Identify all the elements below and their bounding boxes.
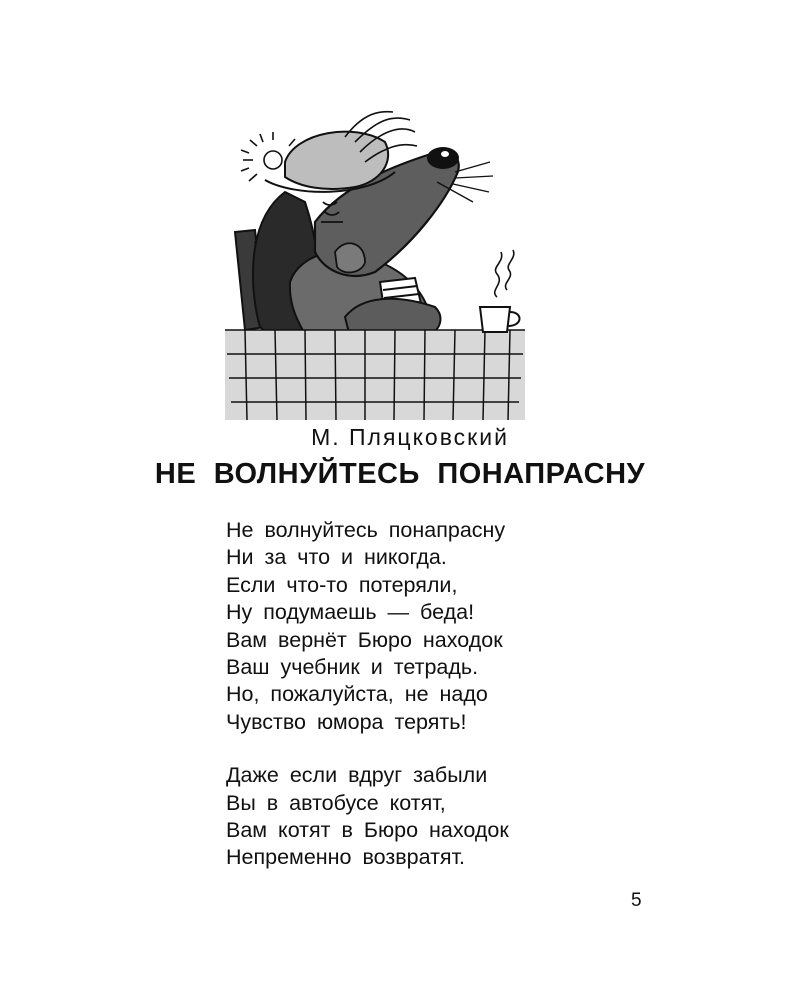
author-name: М. Пляцковский [311,424,509,450]
poem-line: Ну подумаешь — беда! [226,600,475,625]
dog-illustration [205,102,545,420]
poem-line: Ни за что и никогда. [226,545,447,570]
poem-line: Даже если вдруг забыли [226,763,488,788]
page-number: 5 [631,890,642,911]
poem-line: Вам вернёт Бюро находок [226,627,503,652]
poem-line: Не волнуйтесь понапрасну [226,518,506,542]
poem-line: Непременно возвратят. [226,845,466,870]
poem-line: Чувство юмора терять! [226,709,467,734]
poem-line: Вам котят в Бюро находок [226,818,509,843]
stanza [226,762,646,872]
coffee-cup-icon [480,250,520,332]
poem-title: НЕ ВОЛНУЙТЕСЬ ПОНАПРАСНУ [154,458,646,490]
poem-line: Вы в автобусе котят, [226,790,446,815]
poem-line: Но, пожалуйста, не надо [226,682,488,707]
stanza [226,517,646,736]
poem-line: Ваш учебник и тетрадь. [226,655,479,680]
tablecloth-icon [225,330,525,420]
poem-line: Если что-то потеряли, [226,572,458,597]
poem-body [226,517,646,898]
